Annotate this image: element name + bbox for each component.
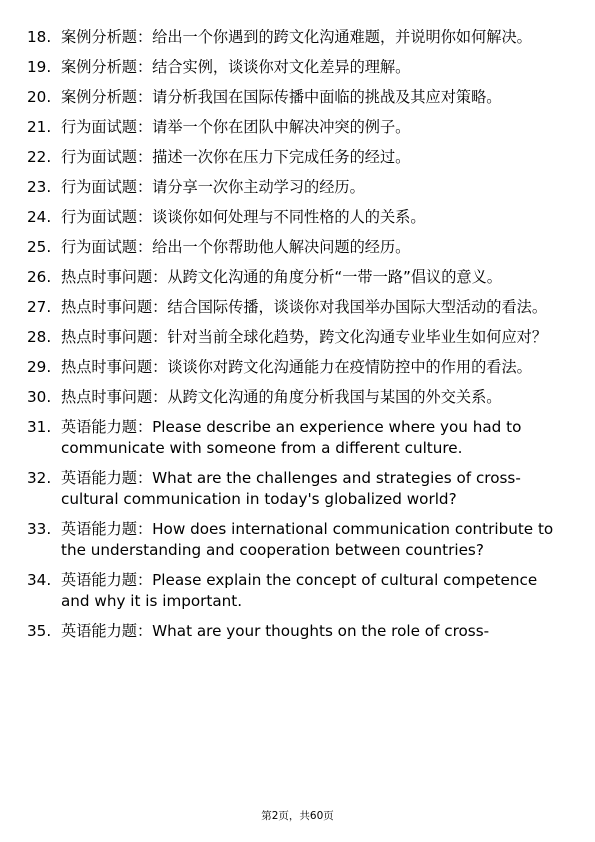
- question-item: [27, 519, 567, 561]
- question-text: 行为面试题：给出一个你帮助他人解决问题的经历。: [61, 238, 411, 256]
- question-text: 英语能力题：Please describe an experience where you had to communicate with someone from a different culture.: [61, 418, 522, 457]
- question-item: [27, 417, 567, 459]
- question-text: 英语能力题：What are the challenges and strategies of cross-cultural communication in today's globalized world?: [61, 469, 521, 508]
- question-item: [27, 27, 567, 48]
- question-item: [27, 297, 567, 318]
- question-number: 30.: [27, 388, 52, 406]
- question-number: 22.: [27, 148, 52, 166]
- question-item: [27, 207, 567, 228]
- question-number: 32.: [27, 469, 52, 487]
- question-number: 25.: [27, 238, 52, 256]
- question-text: 行为面试题：请举一个你在团队中解决冲突的例子。: [61, 118, 411, 136]
- question-number: 24.: [27, 208, 52, 226]
- question-item: [27, 621, 567, 642]
- question-text: 热点时事问题：从跨文化沟通的角度分析“一带一路”倡议的意义。: [61, 268, 502, 286]
- question-text: 案例分析题：结合实例，谈谈你对文化差异的理解。: [61, 58, 411, 76]
- question-item: [27, 117, 567, 138]
- question-number: 23.: [27, 178, 52, 196]
- question-list: [27, 27, 567, 651]
- question-item: [27, 147, 567, 168]
- question-number: 35.: [27, 622, 52, 640]
- question-number: 31.: [27, 418, 52, 436]
- question-item: [27, 468, 567, 510]
- question-number: 21.: [27, 118, 52, 136]
- question-text: 英语能力题：What are your thoughts on the role of cross-: [61, 622, 490, 640]
- question-number: 20.: [27, 88, 52, 106]
- question-number: 19.: [27, 58, 52, 76]
- question-item: [27, 177, 567, 198]
- question-text: 热点时事问题：从跨文化沟通的角度分析我国与某国的外交关系。: [61, 388, 502, 406]
- question-item: [27, 570, 567, 612]
- question-number: 28.: [27, 328, 52, 346]
- question-text: 行为面试题：描述一次你在压力下完成任务的经过。: [61, 148, 411, 166]
- question-text: 英语能力题：Please explain the concept of cultural competence and why it is important.: [61, 571, 538, 610]
- question-text: 行为面试题：谈谈你如何处理与不同性格的人的关系。: [61, 208, 426, 226]
- question-item: [27, 87, 567, 108]
- question-text: 英语能力题：How does international communication contribute to the understanding and cooperation between countries?: [61, 520, 554, 559]
- question-item: [27, 387, 567, 408]
- question-text: 热点时事问题：结合国际传播，谈谈你对我国举办国际大型活动的看法。: [61, 298, 547, 316]
- page-footer: 第2页，共60页: [261, 810, 334, 822]
- question-text: 案例分析题：请分析我国在国际传播中面临的挑战及其应对策略。: [61, 88, 502, 106]
- question-number: 33.: [27, 520, 52, 538]
- question-item: [27, 57, 567, 78]
- question-item: [27, 357, 567, 378]
- question-text: 案例分析题：给出一个你遇到的跨文化沟通难题，并说明你如何解决。: [61, 28, 532, 46]
- question-number: 34.: [27, 571, 52, 589]
- question-item: [27, 327, 567, 348]
- question-item: [27, 267, 567, 288]
- question-item: [27, 237, 567, 258]
- question-number: 26.: [27, 268, 52, 286]
- question-text: 行为面试题：请分享一次你主动学习的经历。: [61, 178, 365, 196]
- question-number: 27.: [27, 298, 52, 316]
- question-number: 18.: [27, 28, 52, 46]
- question-number: 29.: [27, 358, 52, 376]
- question-text: 热点时事问题：针对当前全球化趋势，跨文化沟通专业毕业生如何应对？: [61, 328, 547, 346]
- question-text: 热点时事问题：谈谈你对跨文化沟通能力在疫情防控中的作用的看法。: [61, 358, 532, 376]
